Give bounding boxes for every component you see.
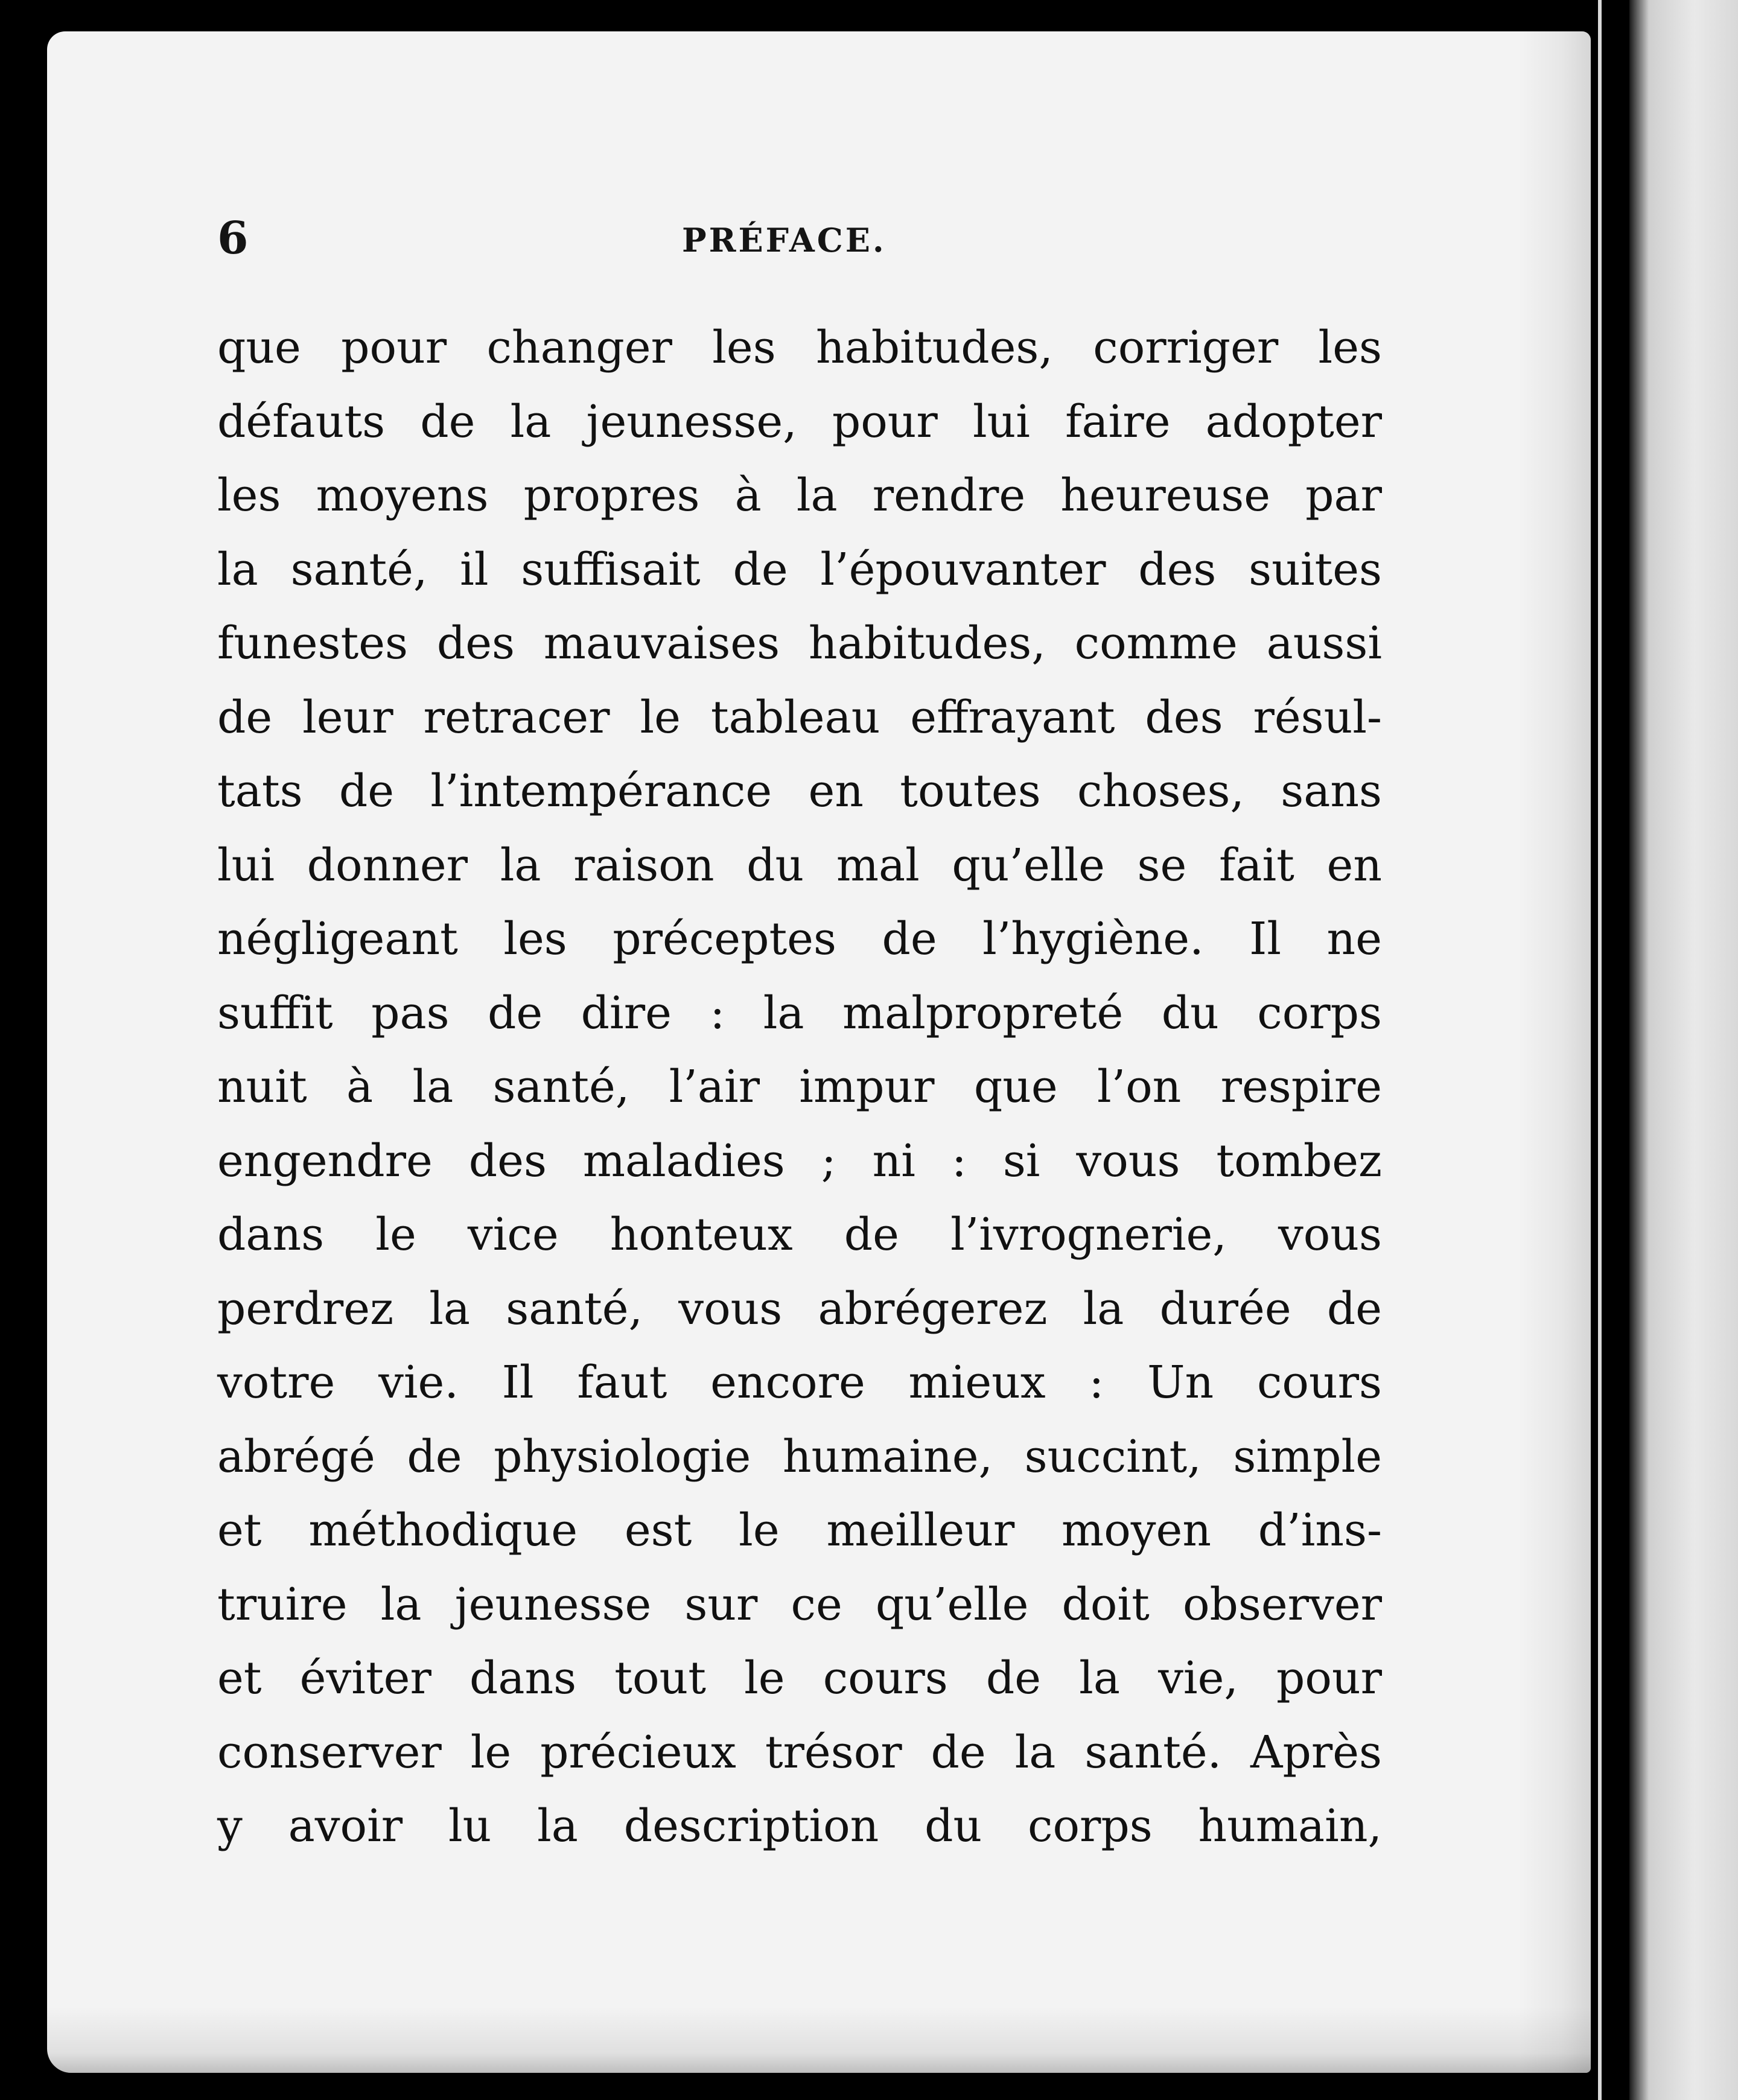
text-line: de leur retracer le tableau effrayant des résul- [217, 691, 1382, 743]
text-line: votre vie. Il faut encore mieux : Un cours [217, 1357, 1382, 1408]
page-number: 6 [217, 212, 249, 264]
text-line: la santé, il suffisait de l’épouvanter des suites [217, 543, 1382, 596]
text-line: suffit pas de dire : la malpropreté du corps [217, 987, 1382, 1039]
body-text [217, 311, 1382, 1863]
gutter-shadow [1518, 31, 1591, 2073]
text-line: engendre des maladies ; ni : si vous tombez [217, 1134, 1382, 1187]
text-line: conserver le précieux trésor de la santé. Après [217, 1726, 1382, 1778]
text-line: tats de l’intempérance en toutes choses, sans [217, 765, 1382, 817]
text-line: négligeant les préceptes de l’hygiène. Il ne [217, 913, 1382, 965]
binding-line [1598, 0, 1602, 2100]
text-line: funestes des mauvaises habitudes, comme aussi [217, 617, 1382, 669]
text-line: lui donner la raison du mal qu’elle se fait en [217, 839, 1382, 891]
text-line: défauts de la jeunesse, pour lui faire adopter [217, 395, 1382, 448]
facing-page-edge [1629, 0, 1738, 2100]
text-line: y avoir lu la description du corps humain, [217, 1800, 1382, 1852]
text-line: abrégé de physiologie humaine, succint, simple [217, 1430, 1382, 1483]
running-title: PRÉFACE. [682, 221, 887, 259]
text-line: et méthodique est le meilleur moyen d’ins- [217, 1504, 1382, 1556]
text-line: nuit à la santé, l’air impur que l’on respire [217, 1061, 1382, 1113]
text-line: dans le vice honteux de l’ivrognerie, vous [217, 1209, 1382, 1261]
page-bottom-stain [47, 2006, 1591, 2073]
text-line: truire la jeunesse sur ce qu’elle doit observer [217, 1578, 1382, 1631]
text-line: que pour changer les habitudes, corriger les [217, 322, 1382, 374]
page-header [217, 211, 1364, 266]
text-line: et éviter dans tout le cours de la vie, pour [217, 1652, 1382, 1704]
text-line: perdrez la santé, vous abrégerez la durée de [217, 1282, 1382, 1335]
text-line: les moyens propres à la rendre heureuse par [217, 469, 1382, 521]
